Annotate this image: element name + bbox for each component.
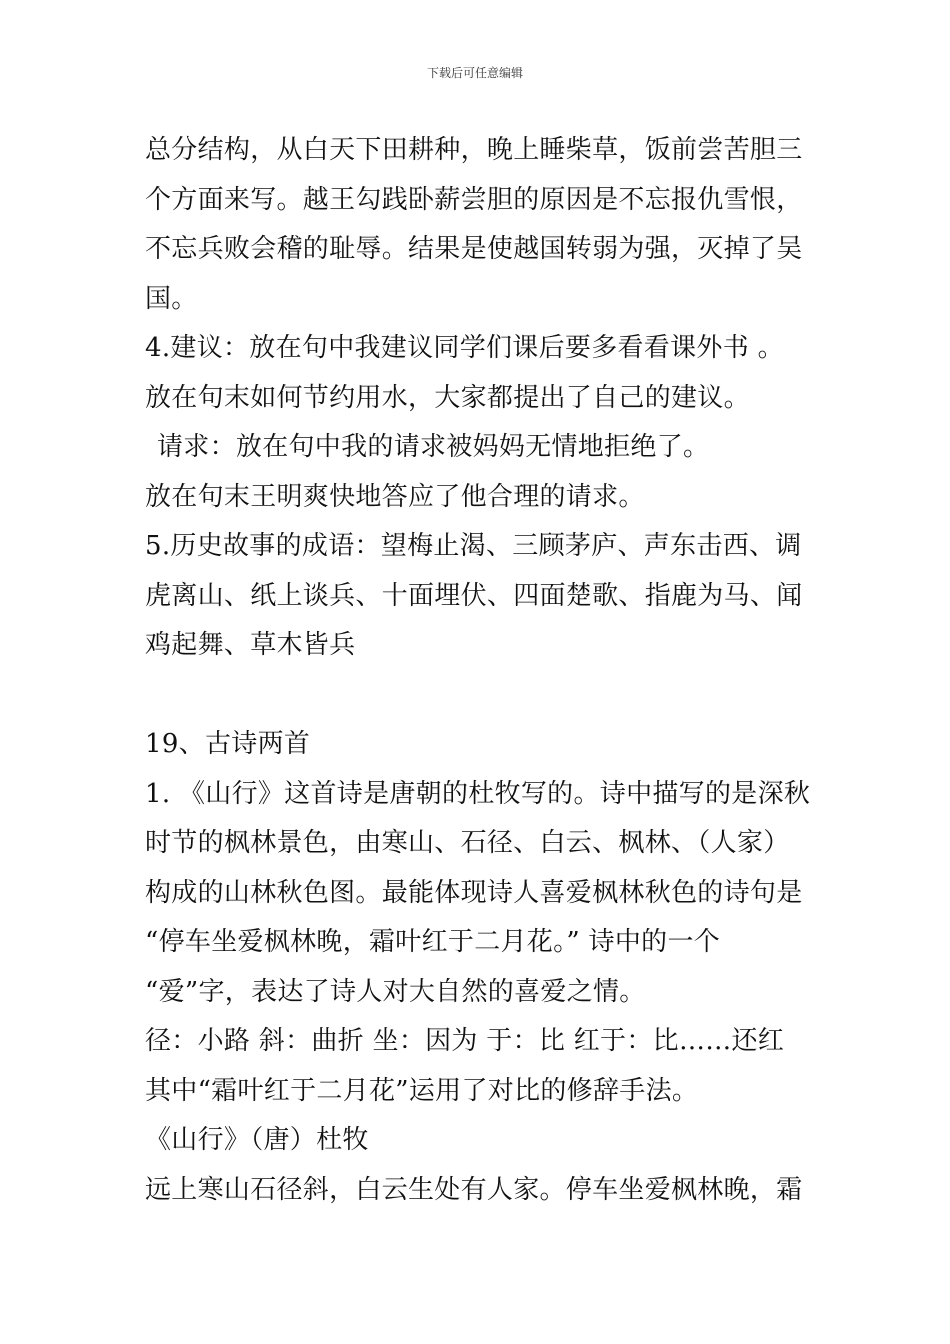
text-line: 径：小路 斜：曲折 坐：因为 于：比 红于：比……还红 (145, 1026, 785, 1056)
text-line: 虎离山、纸上谈兵、十面埋伏、四面楚歌、指鹿为马、闻 (145, 580, 803, 611)
blank-line (145, 671, 825, 721)
text-line: 请求：放在句中我的请求被妈妈无情地拒绝了。 (157, 432, 710, 462)
text-line: 放在句末如何节约用水，大家都提出了自己的建议。 (145, 382, 750, 413)
text-line: 总分结构，从白天下田耕种，晚上睡柴草，饭前尝苦胆三 (145, 135, 803, 165)
page-header: 下载后可任意编辑 (426, 66, 523, 80)
text-line: 放在句末王明爽快地答应了他合理的请求。 (145, 481, 645, 512)
poem-line: 远上寒山石径斜，白云生处有人家。停车坐爱枫林晚，霜 (145, 1174, 803, 1205)
text-line: “停车坐爱枫林晚，霜叶红于二月花。” 诗中的一个 (145, 927, 721, 957)
text-line: 个方面来写。越王勾践卧薪尝胆的原因是不忘报仇雪恨， (145, 184, 803, 215)
text-line: 鸡起舞、草木皆兵 (145, 630, 356, 660)
text-line: 5.历史故事的成语：望梅止渴、三顾茅庐、声东击西、调 (145, 531, 802, 561)
text-line: 时节的枫林景色，由寒山、石径、白云、枫林、（人家） (145, 828, 790, 858)
text-line: 国。 (145, 283, 198, 314)
text-line: 1. 《山行》这首诗是唐朝的杜牧写的。诗中描写的是深秋 (145, 778, 811, 809)
text-line: 其中“霜叶红于二月花”运用了对比的修辞手法。 (145, 1075, 699, 1106)
text-line: 构成的山林秋色图。最能体现诗人喜爱枫林秋色的诗句是 (145, 877, 803, 908)
text-line: 不忘兵败会稽的耻辱。结果是使越国转弱为强，灭掉了吴 (145, 234, 803, 264)
text-line: 4.建议：放在句中我建议同学们课后要多看看课外书 。 (145, 333, 784, 363)
section-heading: 19、古诗两首 (145, 729, 311, 759)
text-line: “爱”字，表达了诗人对大自然的喜爱之情。 (145, 976, 646, 1007)
poem-title: 《山行》（唐）杜牧 (145, 1125, 369, 1155)
document-body (145, 126, 825, 1215)
